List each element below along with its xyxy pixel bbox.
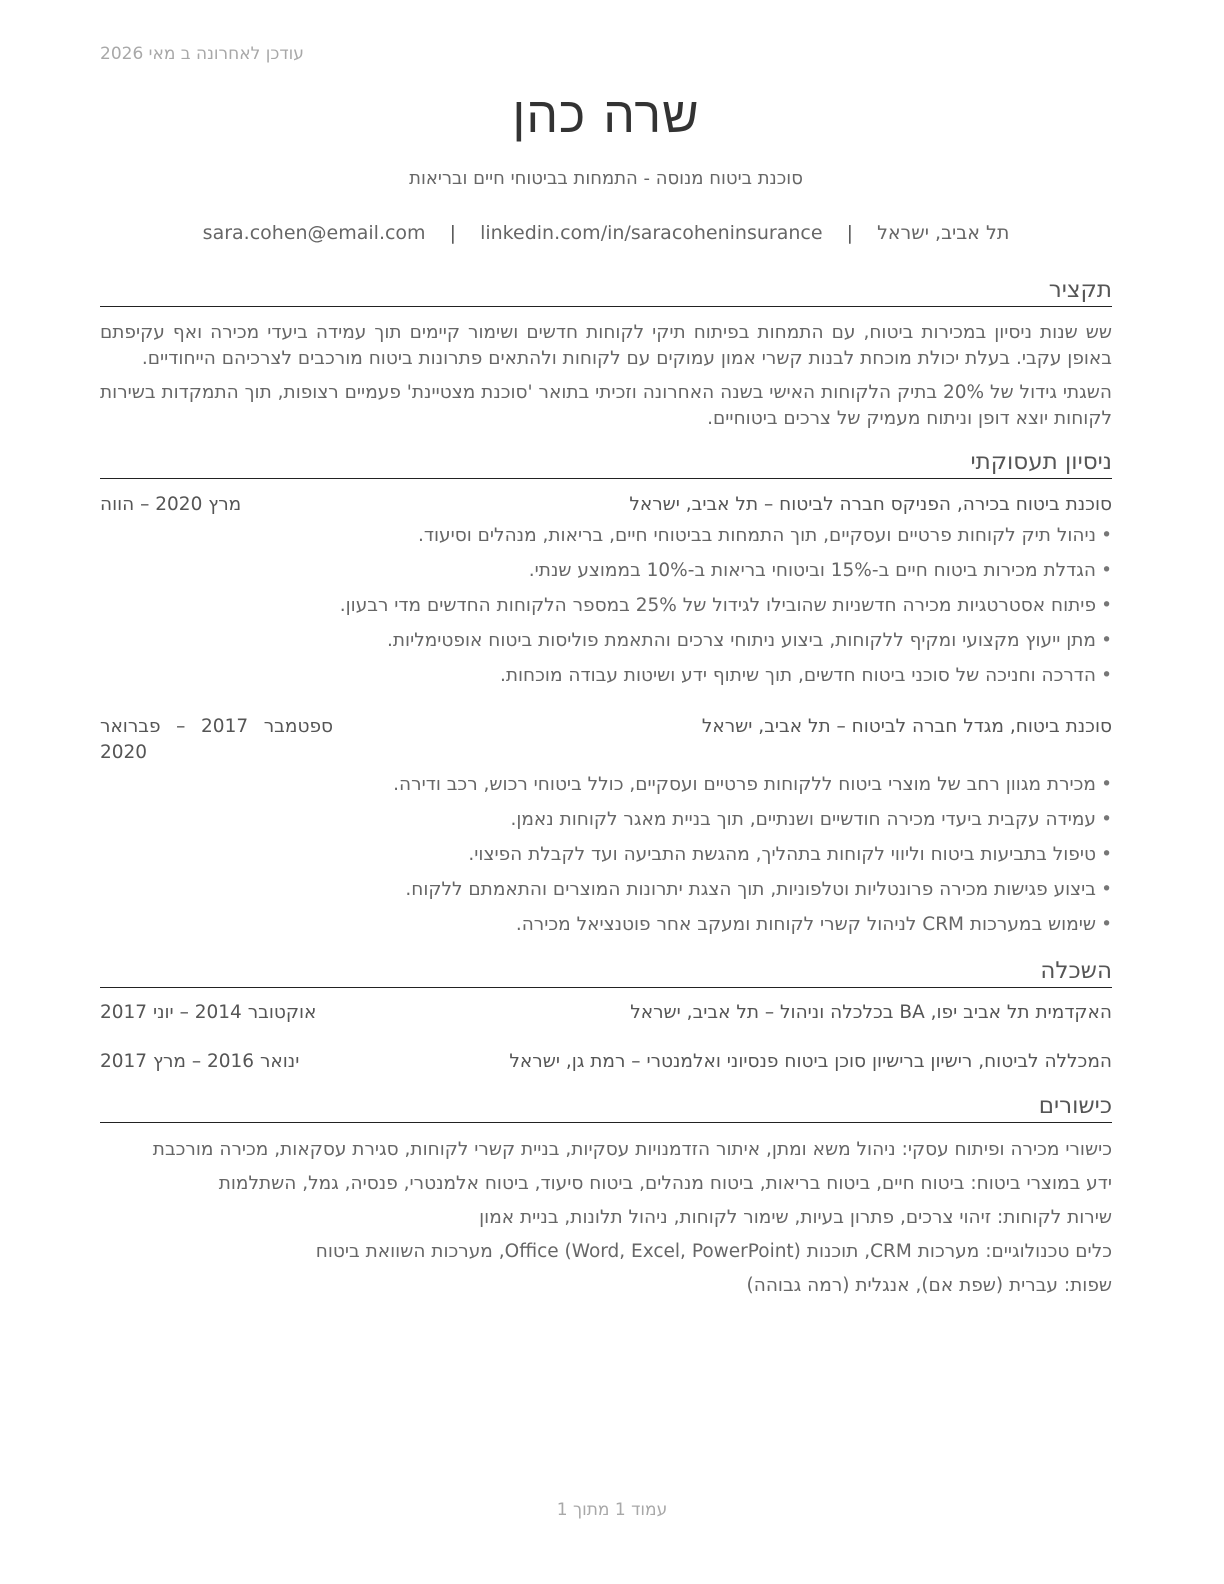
list-item: • הגדלת מכירות ביטוח חיים ב-15% וביטוחי בריאות ב-10% בממוצע שנתי.: [100, 558, 1112, 593]
contact-linkedin[interactable]: linkedin.com/in/saracoheninsurance: [480, 222, 823, 244]
job-position: סוכנת ביטוח, מגדל חברה לביטוח – תל אביב, ישראל: [701, 716, 1112, 737]
summary-paragraph: שש שנות ניסיון במכירות ביטוח, עם התמחות בפיתוח תיקי לקוחות חדשים ושימור קיימים תוך עמידה ביעדי מכירה ואף עקיפתם באופן עקבי. בעלת יכולת מוכחת לבנות קשרי אמון עמוקים עם לקוחות ולהתאים פתרונות ביטוח מורכבים לצרכיהם הייחודיים.: [100, 322, 1112, 369]
contact-separator: |: [449, 222, 457, 244]
skill-item: שפות: עברית (שפת אם), אנגלית (רמה גבוהה): [746, 1275, 1112, 1296]
list-item: • ביצוע פגישות מכירה פרונטליות וטלפוניות, תוך הצגת יתרונות המוצרים והתאמתם ללקוח.: [100, 877, 1112, 912]
job-bullets: [100, 523, 1112, 698]
list-item: • ניהול תיק לקוחות פרטיים ועסקיים, תוך התמחות בביטוחי חיים, בריאות, מנהלים וסיעוד.: [100, 523, 1112, 558]
skill-item: כישורי מכירה ופיתוח עסקי: ניהול משא ומתן, איתור הזדמנויות עסקיות, בניית קשרי לקוחות, סגירת עסקאות, מכירה מורכבת: [152, 1139, 1112, 1160]
education-text: המכללה לביטוח, רישיון ברישיון סוכן ביטוח פנסיוני ואלמנטרי – רמת גן, ישראל: [509, 1051, 1112, 1072]
last-updated-label: עודכן לאחרונה ב מאי 2026: [100, 44, 304, 64]
page-number: עמוד 1 מתוך 1: [556, 1500, 668, 1520]
job-dates: מרץ 2020 – הווה: [100, 494, 242, 515]
contact-location: תל אביב, ישראל: [877, 222, 1010, 244]
list-item: • מכירת מגוון רחב של מוצרי ביטוח ללקוחות פרטיים ועסקיים, כולל ביטוחי רכוש, רכב ודירה.: [100, 772, 1112, 807]
candidate-subtitle: סוכנת ביטוח מנוסה - התמחות בביטוחי חיים ובריאות: [409, 168, 803, 189]
list-item: • מתן ייעוץ מקצועי ומקיף ללקוחות, ביצוע ניתוחי צרכים והתאמת פוליסות ביטוח אופטימליות.: [100, 628, 1112, 663]
contact-separator: |: [846, 222, 854, 244]
contact-email[interactable]: sara.cohen@email.com: [202, 222, 426, 244]
skill-item: ידע במוצרי ביטוח: ביטוח חיים, ביטוח בריאות, ביטוח מנהלים, ביטוח סיעוד, ביטוח אלמנטרי, פנסיה, גמל, השתלמות: [218, 1173, 1112, 1194]
list-item: • פיתוח אסטרטגיות מכירה חדשניות שהובילו לגידול של 25% במספר הלקוחות החדשים מדי רבעון.: [100, 593, 1112, 628]
summary-paragraph: השגתי גידול של 20% בתיק הלקוחות האישי בשנה האחרונה וזכיתי בתואר 'סוכנת מצטיינת' פעמיים רצופות, תוך התמקדות בשירות לקוחות יוצא דופן וניתוח מעמיק של צרכים ביטוחיים.: [100, 382, 1112, 429]
education-dates: אוקטובר 2014 – יוני 2017: [100, 1002, 317, 1023]
section-title-skills: כישורים: [100, 1092, 1112, 1123]
contact-line: [100, 222, 1112, 244]
list-item: • הדרכה וחניכה של סוכני ביטוח חדשים, תוך שיתוף ידע ושיטות עבודה מוכחות.: [100, 663, 1112, 698]
skills-list: [100, 1137, 1112, 1307]
education-text: האקדמית תל אביב יפו, BA בכלכלה וניהול – תל אביב, ישראל: [630, 1002, 1112, 1023]
education-dates: ינואר 2016 – מרץ 2017: [100, 1051, 300, 1072]
job-dates: ספטמבר 2017 – פברואר 2020: [100, 716, 333, 763]
job-bullets: [100, 772, 1112, 947]
job-position: סוכנת ביטוח בכירה, הפניקס חברה לביטוח – תל אביב, ישראל: [629, 494, 1112, 515]
list-item: • עמידה עקבית ביעדי מכירה חודשיים ושנתיים, תוך בניית מאגר לקוחות נאמן.: [100, 807, 1112, 842]
candidate-name: שרה כהן: [512, 86, 700, 144]
section-title-education: השכלה: [100, 957, 1112, 988]
list-item: • שימוש במערכות CRM לניהול קשרי לקוחות ומעקב אחר פוטנציאל מכירה.: [100, 912, 1112, 947]
list-item: • טיפול בתביעות ביטוח וליווי לקוחות בתהליך, מהגשת התביעה ועד לקבלת הפיצוי.: [100, 842, 1112, 877]
skill-item: כלים טכנולוגיים: מערכות CRM, תוכנות Office (Word, Excel, PowerPoint), מערכות השוואת ביטוח: [315, 1241, 1112, 1262]
skill-item: שירות לקוחות: זיהוי צרכים, פתרון בעיות, שימור לקוחות, ניהול תלונות, בניית אמון: [479, 1207, 1112, 1228]
section-title-experience: ניסיון תעסוקתי: [100, 448, 1112, 479]
section-title-summary: תקציר: [100, 276, 1112, 307]
